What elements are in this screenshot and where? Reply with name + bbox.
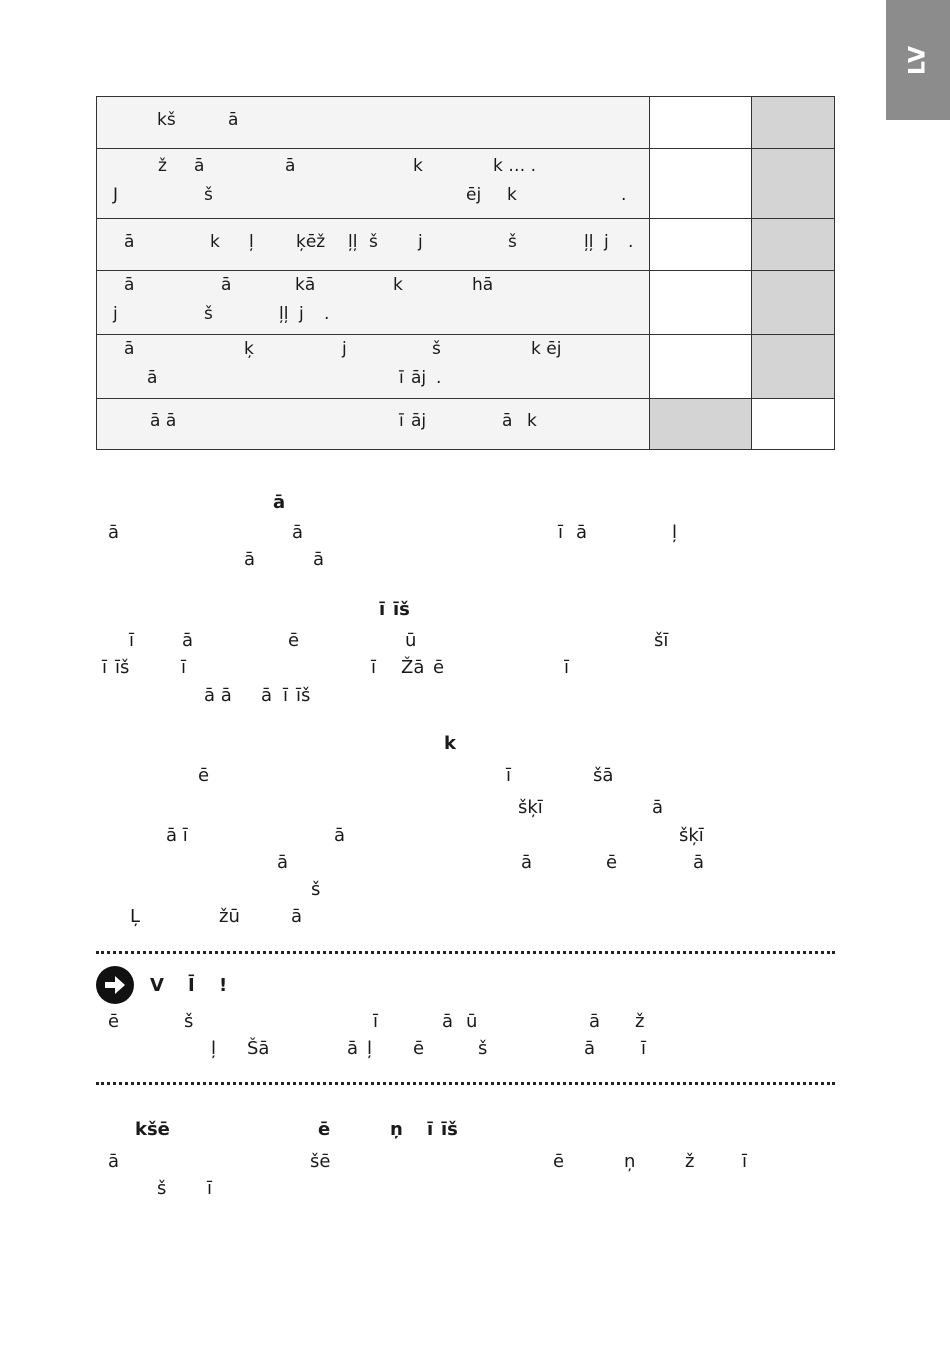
question-text: ēj: [466, 185, 482, 205]
section-heading: īš: [393, 599, 410, 620]
paragraph-text: ž: [685, 1151, 695, 1172]
paragraph-text: ļ: [672, 522, 678, 543]
section-heading: ā: [273, 492, 286, 513]
question-text: āj: [411, 368, 427, 388]
answer-cell-2: [752, 149, 835, 219]
notice-text: ā: [442, 1011, 454, 1032]
checklist-table: [96, 96, 835, 450]
question-text: k: [413, 156, 423, 176]
question-text: ļ: [249, 232, 254, 252]
table-row: [97, 335, 835, 399]
notice-text: ā: [347, 1038, 359, 1059]
notice-text: Šā: [247, 1038, 270, 1059]
answer-cell-2: [752, 271, 835, 335]
paragraph-text: ā: [244, 549, 256, 570]
section-heading: kšē: [135, 1119, 170, 1140]
question-text: .: [436, 368, 442, 388]
section-heading: ē: [318, 1119, 331, 1140]
paragraph-text: š: [311, 879, 321, 900]
question-text: ā: [124, 275, 135, 295]
table-row: [97, 149, 835, 219]
notice-text: ī: [373, 1011, 379, 1032]
paragraph-text: ā: [108, 1151, 120, 1172]
question-text: hā: [472, 275, 494, 295]
question-text: ā: [194, 156, 205, 176]
question-text: š: [508, 232, 517, 252]
question-text: .: [324, 304, 330, 324]
language-tab: [886, 0, 950, 120]
question-cell: [97, 399, 650, 450]
question-text: j: [113, 304, 118, 324]
paragraph-text: ā ī: [166, 825, 188, 846]
paragraph-text: šķī: [518, 797, 543, 818]
paragraph-text: ā: [277, 852, 289, 873]
question-text: ā: [124, 339, 135, 359]
section-heading: īš: [441, 1119, 458, 1140]
paragraph-text: ā ā: [204, 685, 232, 706]
question-text: j: [604, 232, 609, 252]
notice-text: ļ: [211, 1038, 217, 1059]
question-cell: [97, 149, 650, 219]
paragraph-text: ā: [291, 906, 303, 927]
paragraph-text: ī: [181, 657, 187, 678]
notice-text: ā: [589, 1011, 601, 1032]
question-text: .: [628, 232, 634, 252]
question-text: ā: [221, 275, 232, 295]
paragraph-text: ī: [564, 657, 570, 678]
section-heading: ī: [379, 599, 386, 620]
question-text: š: [432, 339, 441, 359]
question-cell: [97, 97, 650, 149]
question-text: J: [113, 185, 119, 205]
question-cell: [97, 271, 650, 335]
paragraph-text: žū: [219, 906, 240, 927]
paragraph-text: š: [157, 1178, 167, 1199]
question-text: k … .: [493, 156, 537, 176]
paragraph-text: ī: [371, 657, 377, 678]
question-text: k: [527, 411, 537, 431]
section-heading: k: [444, 733, 456, 754]
paragraph-text: īš: [115, 657, 130, 678]
paragraph-text: ē: [606, 852, 618, 873]
table-row: [97, 271, 835, 335]
question-text: āj: [411, 411, 427, 431]
paragraph-text: ī: [506, 765, 512, 786]
paragraph-text: ā: [182, 630, 194, 651]
notice-title: Ī: [188, 975, 195, 996]
question-text: k: [393, 275, 403, 295]
section-heading: ī: [427, 1119, 434, 1140]
paragraph-text: ā: [313, 549, 325, 570]
paragraph-text: ņ: [624, 1151, 636, 1172]
question-text: š: [204, 185, 213, 205]
paragraph-text: ā: [334, 825, 346, 846]
table-row: [97, 97, 835, 149]
answer-cell-1: [650, 149, 752, 219]
paragraph-text: īš: [296, 685, 311, 706]
question-text: ā: [502, 411, 513, 431]
question-text: ā: [228, 110, 239, 130]
question-text: ļļ: [279, 304, 289, 324]
notice-text: ē: [108, 1011, 120, 1032]
paragraph-text: ē: [553, 1151, 565, 1172]
answer-cell-1: [650, 399, 752, 450]
paragraph-text: ē: [288, 630, 300, 651]
paragraph-text: ā: [652, 797, 664, 818]
question-text: ā ā: [150, 411, 177, 431]
paragraph-text: Žā: [401, 657, 425, 678]
answer-cell-1: [650, 97, 752, 149]
question-text: ž: [158, 156, 167, 176]
answer-cell-2: [752, 335, 835, 399]
paragraph-text: ī: [283, 685, 289, 706]
notice-text: š: [478, 1038, 488, 1059]
question-text: ī: [399, 411, 404, 431]
table-row: [97, 219, 835, 271]
notice-text: ū: [466, 1011, 478, 1032]
paragraph-text: ī: [558, 522, 564, 543]
notice-title: V: [150, 975, 164, 996]
paragraph-text: ē: [433, 657, 445, 678]
notice-text: ž: [635, 1011, 645, 1032]
question-text: ā: [124, 232, 135, 252]
notice-text: ē: [413, 1038, 425, 1059]
notice-text: ī: [641, 1038, 647, 1059]
paragraph-text: ū: [405, 630, 417, 651]
paragraph-text: šē: [310, 1151, 331, 1172]
dotted-divider-top: [96, 951, 835, 954]
question-text: ļļ: [584, 232, 594, 252]
question-cell: [97, 219, 650, 271]
language-code: LV: [905, 44, 931, 76]
notice-title: !: [219, 975, 228, 996]
paragraph-text: ī: [207, 1178, 213, 1199]
question-text: kš: [157, 110, 176, 130]
paragraph-text: ī: [129, 630, 135, 651]
question-text: ķēž: [296, 232, 326, 252]
question-text: ķ: [244, 339, 254, 359]
notice-text: ļ: [367, 1038, 373, 1059]
question-text: ā: [285, 156, 296, 176]
question-text: j: [418, 232, 423, 252]
paragraph-text: ā: [292, 522, 304, 543]
paragraph-text: Ļ: [130, 906, 141, 927]
notice-text: š: [184, 1011, 194, 1032]
question-cell: [97, 335, 650, 399]
question-text: ļļ: [348, 232, 358, 252]
question-text: k: [210, 232, 220, 252]
paragraph-text: ā: [108, 522, 120, 543]
question-text: ā: [147, 368, 158, 388]
question-text: j: [299, 304, 304, 324]
question-text: kā: [295, 275, 316, 295]
answer-cell-1: [650, 219, 752, 271]
paragraph-text: ē: [198, 765, 210, 786]
question-text: š: [369, 232, 378, 252]
paragraph-text: šķī: [679, 825, 704, 846]
question-text: k ēj: [531, 339, 562, 359]
paragraph-text: ī: [102, 657, 108, 678]
question-text: ī: [399, 368, 404, 388]
paragraph-text: ā: [693, 852, 705, 873]
section-heading: ņ: [390, 1119, 403, 1140]
answer-cell-2: [752, 97, 835, 149]
question-text: j: [342, 339, 347, 359]
question-text: š: [204, 304, 213, 324]
paragraph-text: ā: [261, 685, 273, 706]
paragraph-text: šī: [654, 630, 669, 651]
dotted-divider-bottom: [96, 1082, 835, 1085]
arrow-right-icon: [96, 966, 134, 1004]
notice-text: ā: [584, 1038, 596, 1059]
question-text: .: [621, 185, 627, 205]
paragraph-text: šā: [593, 765, 614, 786]
answer-cell-2: [752, 399, 835, 450]
paragraph-text: ī: [742, 1151, 748, 1172]
paragraph-text: ā: [521, 852, 533, 873]
paragraph-text: ā: [576, 522, 588, 543]
answer-cell-1: [650, 335, 752, 399]
answer-cell-2: [752, 219, 835, 271]
question-text: k: [507, 185, 517, 205]
table-row: [97, 399, 835, 450]
answer-cell-1: [650, 271, 752, 335]
